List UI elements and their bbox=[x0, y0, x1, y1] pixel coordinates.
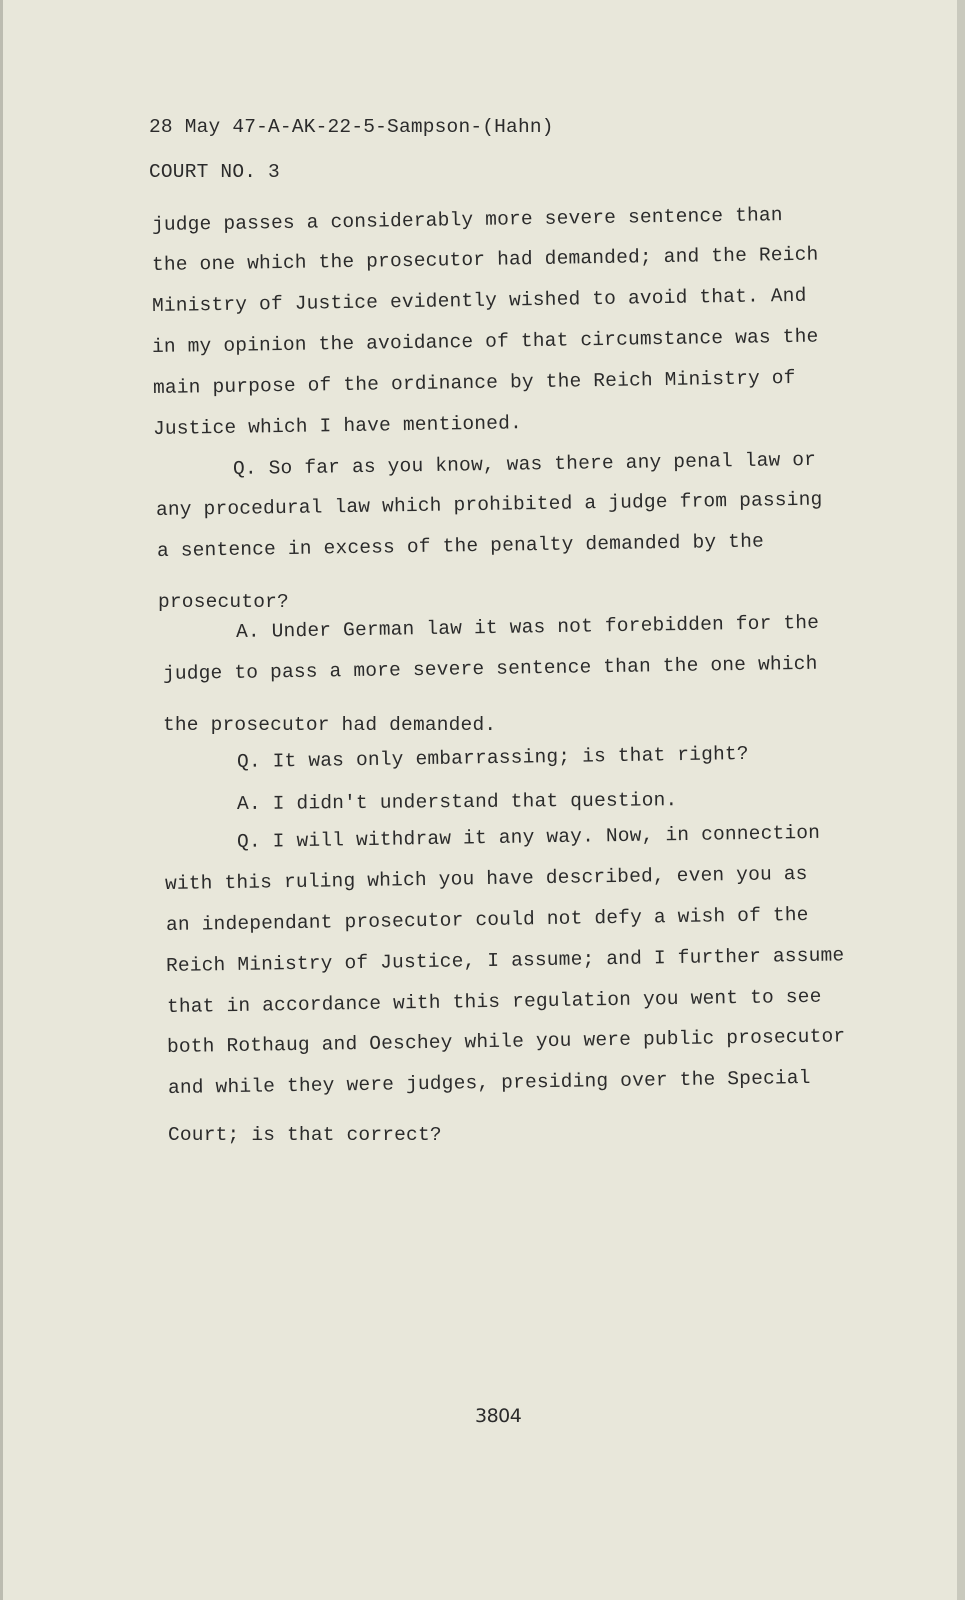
page-number: 3804 bbox=[475, 1405, 522, 1427]
body-line: in my opinion the avoidance of that circumstance was the bbox=[151, 325, 819, 358]
body-line: A. I didn't understand that question. bbox=[236, 789, 678, 815]
header-line-court: COURT NO. 3 bbox=[149, 161, 280, 183]
body-line: an independant prosecutor could not defy a wish of the bbox=[165, 903, 809, 936]
body-line: Court; is that correct? bbox=[168, 1124, 442, 1146]
body-line: Justice which I have mentioned. bbox=[152, 412, 523, 440]
body-line: Reich Ministry of Justice, I assume; and I further assume bbox=[165, 944, 845, 977]
body-line: main purpose of the ordinance by the Reich Ministry of bbox=[152, 366, 796, 399]
body-line: and while they were judges, presiding over the Special bbox=[167, 1066, 811, 1099]
body-line: any procedural law which prohibited a judge from passing bbox=[155, 488, 823, 521]
body-line: A. Under German law it was not forebidden for the bbox=[235, 611, 820, 643]
body-line: prosecutor? bbox=[158, 591, 289, 613]
body-line: Ministry of Justice evidently wished to avoid that. And bbox=[151, 284, 807, 317]
body-line: Q. I will withdraw it any way. Now, in connection bbox=[236, 821, 821, 853]
body-line: judge passes a considerably more severe sentence than bbox=[151, 204, 783, 236]
body-line: judge to pass a more severe sentence than the one which bbox=[162, 652, 818, 685]
body-line: the one which the prosecutor had demanded; and the Reich bbox=[151, 243, 819, 276]
header-line-session: 28 May 47-A-AK-22-5-Sampson-(Hahn) bbox=[149, 116, 554, 138]
body-line: with this ruling which you have described, even you as bbox=[164, 862, 808, 895]
body-line: the prosecutor had demanded. bbox=[163, 714, 497, 736]
body-line: a sentence in excess of the penalty demanded by the bbox=[156, 530, 765, 562]
body-line: Q. It was only embarrassing; is that right? bbox=[236, 742, 749, 773]
body-line: Q. So far as you know, was there any penal law or bbox=[232, 448, 817, 480]
body-line: that in accordance with this regulation you went to see bbox=[166, 985, 822, 1018]
body-line: both Rothaug and Oeschey while you were public prosecutor bbox=[166, 1025, 846, 1058]
